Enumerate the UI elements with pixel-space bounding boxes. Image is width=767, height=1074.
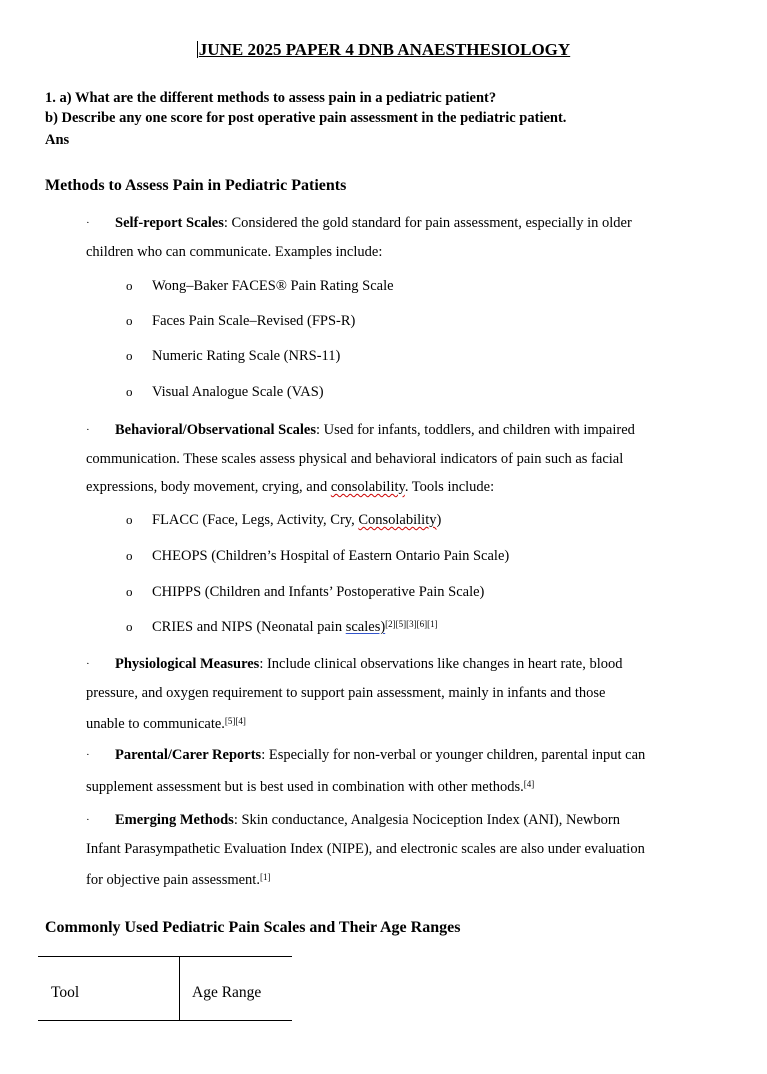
bullet-text: . Tools include: [404, 479, 495, 495]
list-item-text: CRIES and NIPS (Neonatal pain [152, 619, 346, 635]
bullet-text: unable to communicate. [86, 716, 225, 732]
list-marker: o [126, 619, 133, 634]
spellcheck-word: Consolability [358, 512, 437, 528]
bullet-parental [86, 741, 726, 801]
bullet-text: children who can communicate. Examples include: [86, 243, 383, 260]
list-item [126, 512, 441, 529]
bullet-marker: · [86, 424, 90, 436]
bullet-text: : Considered the gold standard for pain assessment, especially in older [223, 215, 632, 231]
list-marker: o [126, 584, 133, 599]
list-item-text: CHEOPS (Children’s Hospital of Eastern Ontario Pain Scale) [152, 548, 510, 564]
list-marker: o [126, 512, 133, 527]
bullet-text: : Especially for non-verbal or younger children, parental input can [261, 747, 646, 763]
citation: [5][4] [224, 716, 246, 726]
list-item-text: Faces Pain Scale–Revised (FPS-R) [152, 313, 356, 329]
list-item [126, 619, 438, 636]
spellcheck-word: consolability [330, 479, 405, 495]
scales-table [38, 956, 292, 1021]
bullet-behavioral [86, 416, 726, 502]
bullet-marker: · [86, 814, 90, 826]
list-item [126, 548, 509, 565]
list-item-text: Numeric Rating Scale (NRS-11) [152, 348, 341, 364]
list-item-text: Wong–Baker FACES® Pain Rating Scale [152, 278, 394, 294]
list-item [126, 584, 484, 601]
list-marker: o [126, 384, 133, 399]
table-header-tool: Tool [51, 984, 80, 1001]
bullet-label: Self-report Scales [115, 215, 224, 231]
list-item [126, 278, 394, 295]
bullet-marker: · [86, 749, 90, 761]
bullet-text: pressure, and oxygen requirement to support pain assessment, mainly in infants and those [86, 684, 606, 701]
page-title [0, 40, 767, 60]
bullet-text: Infant Parasympathetic Evaluation Index (NIPE), and electronic scales are also under evaluation [86, 840, 645, 857]
bullet-text: supplement assessment but is best used in combination with other methods. [86, 778, 524, 795]
answer-label: Ans [45, 132, 70, 148]
bullet-label: Physiological Measures [115, 656, 260, 672]
bullet-text: expressions, body movement, crying, and [86, 479, 331, 495]
list-item [126, 384, 324, 401]
underlined-word: scales) [345, 619, 386, 635]
table-header-age-range: Age Range [192, 984, 262, 1001]
list-marker: o [126, 278, 133, 293]
bullet-self-report [86, 209, 726, 266]
section-heading-scales: Commonly Used Pediatric Pain Scales and Their Age Ranges [45, 919, 461, 936]
bullet-label: Behavioral/Observational Scales [115, 422, 316, 438]
bullet-text: for objective pain assessment. [86, 872, 260, 888]
bullet-marker: · [86, 217, 90, 229]
title-text: JUNE 2025 PAPER 4 DNB ANAESTHESIOLOGY [198, 40, 571, 59]
bullet-text: : Skin conductance, Analgesia Nociception Index (ANI), Newborn [233, 812, 620, 828]
list-item-text: CHIPPS (Children and Infants’ Postoperative Pain Scale) [152, 584, 485, 600]
text-cursor [197, 41, 198, 58]
bullet-emerging [86, 806, 726, 895]
section-heading-methods: Methods to Assess Pain in Pediatric Patients [45, 177, 347, 194]
bullet-text: : Include clinical observations like changes in heart rate, blood [259, 656, 623, 672]
table-divider [179, 957, 180, 1020]
bullet-label: Emerging Methods [115, 812, 234, 828]
citation: [1] [259, 872, 271, 882]
citation: [2][5][3][6][1] [385, 619, 438, 629]
list-marker: o [126, 313, 133, 328]
citation: [4] [523, 778, 535, 789]
list-item-text: FLACC (Face, Legs, Activity, Cry, [152, 512, 359, 528]
bullet-label: Parental/Carer Reports [115, 747, 262, 763]
bullet-text: communication. These scales assess physical and behavioral indicators of pain such as facial [86, 450, 624, 467]
list-item-text: ) [436, 512, 442, 528]
bullet-text: : Used for infants, toddlers, and children with impaired [315, 422, 635, 438]
bullet-physiological [86, 650, 726, 739]
question-b: b) Describe any one score for post operative pain assessment in the pediatric patient. [45, 110, 567, 126]
bullet-marker: · [86, 658, 90, 670]
list-item [126, 313, 355, 330]
list-item-text: Visual Analogue Scale (VAS) [152, 384, 324, 400]
question-a: 1. a) What are the different methods to assess pain in a pediatric patient? [45, 90, 497, 106]
list-marker: o [126, 548, 133, 563]
list-item [126, 348, 340, 365]
list-marker: o [126, 348, 133, 363]
